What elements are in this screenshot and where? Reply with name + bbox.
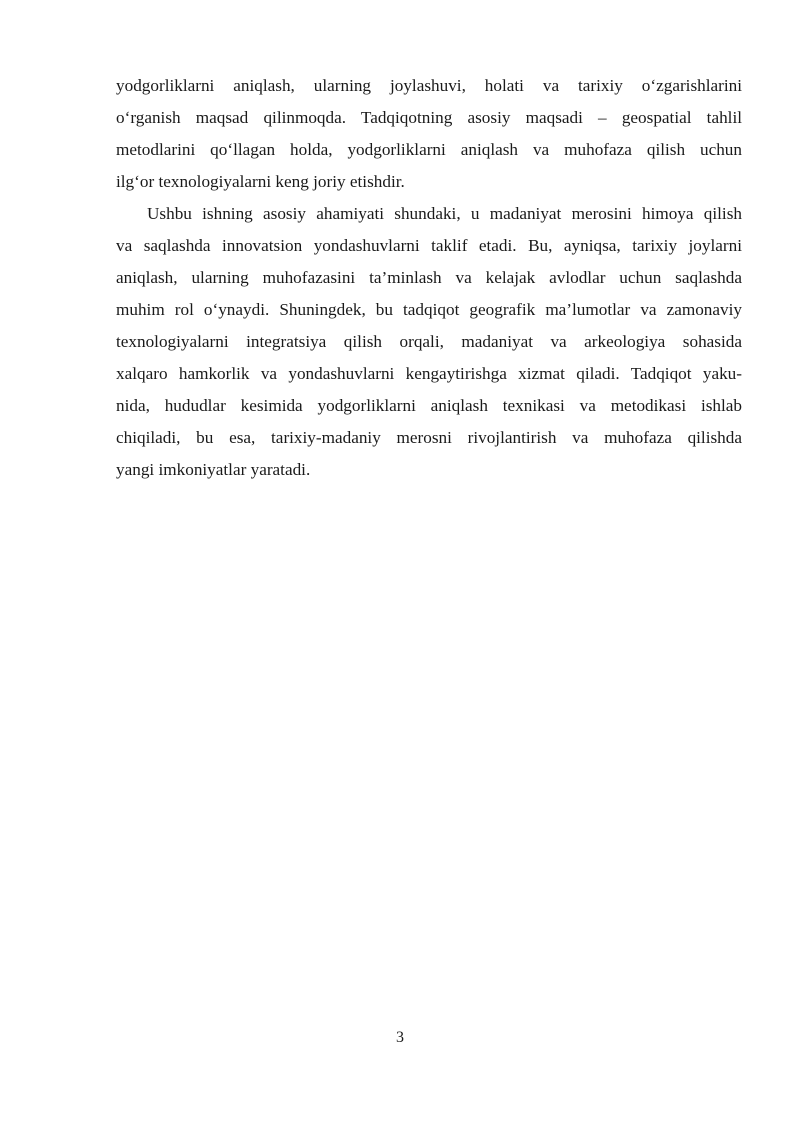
text-line: metodlarini qo‘llagan holda, yodgorliklarni aniqlash va muhofaza qilish uchun	[116, 140, 742, 159]
text-line: yangi imkoniyatlar yaratadi.	[116, 460, 311, 479]
text-line: muhim rol o‘ynaydi. Shuningdek, bu tadqiqot geografik ma’lumotlar va zamonaviy	[116, 300, 742, 319]
text-line: ilg‘or texnologiyalarni keng joriy etishdir.	[116, 172, 405, 191]
paragraph-first-line: Ushbu ishning asosiy ahamiyati shundaki, u madaniyat merosini himoya qilish	[147, 204, 742, 223]
page-number: 3	[396, 1029, 404, 1046]
text-line: chiqiladi, bu esa, tarixiy-madaniy merosni rivojlantirish va muhofaza qilishda	[116, 428, 742, 447]
text-line: o‘rganish maqsad qilinmoqda. Tadqiqotning asosiy maqsadi – geospatial tahlil	[116, 108, 742, 127]
text-line: xalqaro hamkorlik va yondashuvlarni kengaytirishga xizmat qiladi. Tadqiqot yaku-	[116, 364, 742, 383]
body-text	[116, 70, 742, 486]
text-line: yodgorliklarni aniqlash, ularning joylashuvi, holati va tarixiy o‘zgarishlarini	[116, 76, 742, 95]
text-line: aniqlash, ularning muhofazasini ta’minlash va kelajak avlodlar uchun saqlashda	[116, 268, 742, 287]
text-line: texnologiyalarni integratsiya qilish orqali, madaniyat va arkeologiya sohasida	[116, 332, 742, 351]
text-line: nida, hududlar kesimida yodgorliklarni aniqlash texnikasi va metodikasi ishlab	[116, 396, 742, 415]
text-line: va saqlashda innovatsion yondashuvlarni taklif etadi. Bu, ayniqsa, tarixiy joylarni	[116, 236, 742, 255]
